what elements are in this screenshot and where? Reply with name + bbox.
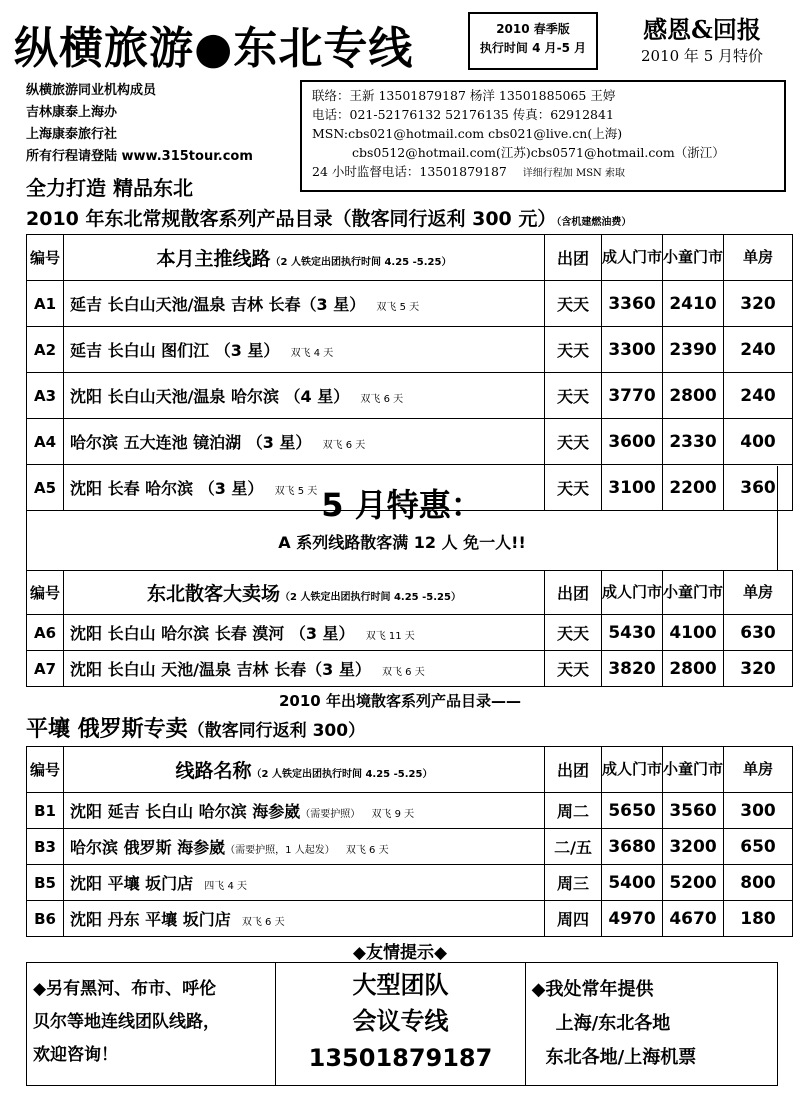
row-adult-price: 5430 [608, 622, 656, 643]
col-route [64, 235, 545, 281]
row-route: 哈尔滨 俄罗斯 海参崴 [70, 838, 226, 857]
cell-route [64, 373, 545, 419]
cell-departure [545, 615, 602, 651]
cell-departure [545, 865, 602, 901]
cell-code [27, 373, 64, 419]
route-header-label: 东北散客大卖场 [147, 583, 281, 605]
cell-adult [602, 327, 663, 373]
cell-child [663, 615, 724, 651]
row-departure: 周二 [556, 802, 589, 821]
promo-box [26, 466, 778, 570]
cell-child [663, 281, 724, 327]
row-route: 沈阳 长白山 天池/温泉 吉林 长春（3 星） [70, 660, 371, 679]
table-row [27, 829, 793, 865]
table-header [27, 747, 793, 793]
row-code: A6 [33, 623, 57, 642]
cell-code [27, 793, 64, 829]
col-adult: 成人门市 [602, 235, 663, 281]
row-code: B5 [34, 873, 56, 892]
row-duration: 双飞 6 天 [360, 394, 404, 405]
col-departure: 出团 [545, 235, 602, 281]
row-route: 延吉 长白山 图们江 （3 星） [70, 341, 280, 360]
row-code: B6 [34, 909, 56, 928]
row-adult-price: 5650 [608, 800, 656, 821]
row-single-price: 630 [740, 622, 776, 643]
table-row [27, 281, 793, 327]
cell-child [663, 419, 724, 465]
cell-single [724, 281, 793, 327]
route-header-label: 线路名称 [175, 760, 252, 782]
col-code: 编号 [27, 571, 64, 615]
col-adult: 成人门市 [602, 571, 663, 615]
row-single-price: 180 [740, 908, 776, 929]
row-departure: 天天 [556, 624, 589, 643]
cell-adult [602, 651, 663, 687]
cell-code [27, 281, 64, 327]
row-code: A2 [33, 340, 57, 359]
cell-single [724, 865, 793, 901]
cell-adult [602, 901, 663, 937]
cell-departure [545, 651, 602, 687]
table-row [27, 901, 793, 937]
row-code: B1 [34, 801, 56, 820]
row-route: 延吉 长白山天池/温泉 吉林 长春（3 星） [70, 295, 366, 314]
cell-route [64, 829, 545, 865]
cell-departure [545, 327, 602, 373]
cell-departure [545, 419, 602, 465]
cell-adult [602, 615, 663, 651]
cell-single [724, 419, 793, 465]
row-route: 沈阳 平壤 坂门店 [70, 874, 194, 893]
catalog-heading [26, 204, 631, 231]
row-route: 沈阳 长春 哈尔滨 （3 星） [70, 479, 264, 498]
tips-mid-line-2: 会议专线 [352, 1007, 449, 1035]
row-route: 沈阳 延吉 长白山 哈尔滨 海参崴 [70, 802, 301, 821]
row-single-price: 240 [740, 385, 776, 406]
cell-route [64, 651, 545, 687]
contact-msn-2: cbs0512@hotmail.com(江苏)cbs0571@hotmail.com（浙江） [352, 145, 725, 160]
row-departure: 周三 [556, 874, 589, 893]
row-duration: 双飞 6 天 [322, 440, 366, 451]
table-body [27, 615, 793, 687]
row-route-remark: （需要护照） [300, 809, 361, 820]
row-adult-price: 3820 [608, 658, 656, 679]
cell-code [27, 615, 64, 651]
row-route: 沈阳 丹东 平壤 坂门店 [70, 910, 231, 929]
contact-box [300, 80, 786, 192]
tips-left-line-3: 欢迎咨询！ [33, 1045, 118, 1065]
cell-code [27, 327, 64, 373]
cell-adult [602, 793, 663, 829]
tips-right-line-3: 东北各地/上海机票 [545, 1047, 697, 1068]
row-child-price: 2410 [669, 293, 717, 314]
col-departure: 出团 [545, 747, 602, 793]
col-child: 小童门市 [663, 571, 724, 615]
cell-child [663, 793, 724, 829]
row-departure: 天天 [556, 479, 589, 498]
agency-line-1: 纵横旅游同业机构成员 [26, 83, 157, 98]
korea-subtitle: （散客同行返利 300） [187, 721, 366, 741]
cell-adult [602, 281, 663, 327]
cell-single [724, 327, 793, 373]
row-child-price: 4100 [669, 622, 717, 643]
contact-msn-1: MSN:cbs021@hotmail.com cbs021@live.cn(上海) [312, 126, 623, 141]
tips-middle [276, 963, 525, 1085]
route-header-label: 本月主推线路 [156, 248, 271, 270]
cell-single [724, 651, 793, 687]
tips-left-line-2: 贝尔等地连线团队线路， [33, 1012, 220, 1032]
col-adult: 成人门市 [602, 747, 663, 793]
cell-route [64, 615, 545, 651]
row-child-price: 2200 [669, 477, 717, 498]
row-code: B3 [34, 837, 56, 856]
cell-adult [602, 865, 663, 901]
cell-child [663, 327, 724, 373]
cell-route [64, 419, 545, 465]
cell-route [64, 281, 545, 327]
col-child: 小童门市 [663, 747, 724, 793]
agency-line-3: 上海康泰旅行社 [26, 127, 118, 142]
cell-departure [545, 281, 602, 327]
row-departure: 天天 [556, 295, 589, 314]
row-route: 哈尔滨 五大连池 镜泊湖 （3 星） [70, 433, 312, 452]
contact-hotline: 24 小时监督电话：13501879187 [312, 164, 507, 179]
table-row [27, 865, 793, 901]
row-duration: 双飞 4 天 [290, 348, 334, 359]
table-outbound [26, 746, 793, 937]
cell-departure [545, 901, 602, 937]
row-code: A3 [33, 386, 57, 405]
table-body [27, 793, 793, 937]
cell-child [663, 865, 724, 901]
cell-adult [602, 829, 663, 865]
row-departure: 二/五 [554, 838, 592, 857]
table-row [27, 615, 793, 651]
row-code: A5 [33, 478, 57, 497]
tips-left-line-1: ◆另有黑河、布市、呼伦 [33, 979, 217, 999]
col-single: 单房 [724, 235, 793, 281]
row-departure: 天天 [556, 341, 589, 360]
row-route: 沈阳 长白山 哈尔滨 长春 漠河 （3 星） [70, 624, 355, 643]
row-duration: 双飞 9 天 [371, 809, 415, 820]
col-route [64, 747, 545, 793]
row-departure: 天天 [556, 387, 589, 406]
cell-single [724, 615, 793, 651]
row-child-price: 2330 [669, 431, 717, 452]
row-departure: 周四 [556, 910, 589, 929]
contact-hotline-note: 详细行程加 MSN 索取 [522, 168, 625, 179]
cell-single [724, 793, 793, 829]
row-duration: 四飞 4 天 [204, 881, 248, 892]
row-adult-price: 3300 [608, 339, 656, 360]
row-child-price: 3200 [669, 836, 717, 857]
table-domestic-sale [26, 570, 793, 687]
cell-departure [545, 373, 602, 419]
catalog-title: 2010 年东北常规散客系列产品目录（散客同行返利 300 元） [26, 208, 557, 230]
row-duration: 双飞 6 天 [381, 667, 425, 678]
row-single-price: 360 [740, 477, 776, 498]
cell-child [663, 829, 724, 865]
cell-child [663, 901, 724, 937]
col-code: 编号 [27, 235, 64, 281]
cell-code [27, 829, 64, 865]
col-single: 单房 [724, 747, 793, 793]
route-header-note: （2 人铁定出团执行时间 4.25 -5.25） [251, 769, 433, 780]
row-adult-price: 3100 [608, 477, 656, 498]
edition-period: 执行时间 4 月-5 月 [479, 41, 587, 55]
cell-route [64, 901, 545, 937]
cell-route [64, 327, 545, 373]
promo-text: A 系列线路散客满 12 人 免一人!! [278, 533, 526, 552]
cell-single [724, 829, 793, 865]
col-single: 单房 [724, 571, 793, 615]
agency-info [26, 80, 253, 168]
cell-route [64, 793, 545, 829]
page-title: 纵横旅游●东北专线 [14, 23, 414, 74]
row-single-price: 650 [740, 836, 776, 857]
agency-website: 所有行程请登陆 www.315tour.com [26, 149, 253, 164]
row-single-price: 320 [740, 658, 776, 679]
thanks-block [612, 10, 792, 66]
row-duration: 双飞 5 天 [274, 486, 318, 497]
cell-adult [602, 373, 663, 419]
row-child-price: 2800 [669, 658, 717, 679]
row-adult-price: 3770 [608, 385, 656, 406]
col-child: 小童门市 [663, 235, 724, 281]
table-row [27, 793, 793, 829]
cell-departure [545, 793, 602, 829]
tips-right-line-2: 上海/东北各地 [555, 1013, 671, 1034]
row-route-remark: （需要护照，1 人起发） [225, 845, 335, 856]
tips-left [27, 963, 276, 1085]
row-adult-price: 3680 [608, 836, 656, 857]
cell-departure [545, 829, 602, 865]
edition-box [468, 12, 598, 70]
cell-code [27, 419, 64, 465]
row-adult-price: 3600 [608, 431, 656, 452]
thanks-subtitle: 2010 年 5 月特价 [640, 47, 764, 65]
contact-phones: 电话：021-52176132 52176135 传真：62912841 [312, 107, 614, 122]
row-departure: 天天 [556, 660, 589, 679]
agency-line-2: 吉林康泰上海办 [26, 105, 118, 120]
cell-child [663, 373, 724, 419]
row-code: A1 [33, 294, 57, 313]
row-duration: 双飞 6 天 [241, 917, 285, 928]
row-child-price: 2800 [669, 385, 717, 406]
row-single-price: 400 [740, 431, 776, 452]
slogan: 全力打造 精品东北 [26, 176, 193, 200]
korea-title: 平壤 俄罗斯专卖 [26, 717, 188, 742]
cell-route [64, 865, 545, 901]
row-route: 沈阳 长白山天池/温泉 哈尔滨 （4 星） [70, 387, 350, 406]
row-single-price: 240 [740, 339, 776, 360]
row-code: A4 [33, 432, 57, 451]
cell-adult [602, 419, 663, 465]
row-departure: 天天 [556, 433, 589, 452]
cell-single [724, 373, 793, 419]
row-duration: 双飞 5 天 [376, 302, 420, 313]
row-child-price: 5200 [669, 872, 717, 893]
table-row [27, 651, 793, 687]
table-row [27, 373, 793, 419]
thanks-title: 感恩&回报 [643, 15, 761, 44]
cell-single [724, 901, 793, 937]
catalog-note: （含机建燃油费） [556, 217, 632, 228]
route-header-note: （2 人铁定出团执行时间 4.25 -5.25） [280, 592, 461, 603]
row-code: A7 [33, 659, 57, 678]
row-adult-price: 3360 [608, 293, 656, 314]
row-duration: 双飞 6 天 [345, 845, 389, 856]
col-departure: 出团 [545, 571, 602, 615]
tips-box [26, 962, 778, 1086]
table-row [27, 327, 793, 373]
table-header [27, 571, 793, 615]
cell-child [663, 651, 724, 687]
col-route [64, 571, 545, 615]
tips-right [526, 963, 777, 1085]
row-child-price: 3560 [669, 800, 717, 821]
row-child-price: 4670 [669, 908, 717, 929]
edition-label: 2010 春季版 [496, 22, 570, 36]
table-row [27, 419, 793, 465]
table-header [27, 235, 793, 281]
cell-code [27, 865, 64, 901]
korea-heading [26, 712, 365, 743]
row-adult-price: 4970 [608, 908, 656, 929]
row-single-price: 800 [740, 872, 776, 893]
row-single-price: 300 [740, 800, 776, 821]
tips-right-line-1: ◆我处常年提供 [531, 979, 654, 1000]
cell-code [27, 651, 64, 687]
cell-code [27, 901, 64, 937]
promo-title: 5 月特惠： [321, 486, 483, 524]
row-adult-price: 5400 [608, 872, 656, 893]
row-single-price: 320 [740, 293, 776, 314]
tips-mid-line-1: 大型团队 [352, 971, 449, 999]
row-child-price: 2390 [669, 339, 717, 360]
contact-hotline-row [312, 162, 784, 183]
route-header-note: （2 人铁定出团执行时间 4.25 -5.25） [270, 257, 452, 268]
col-code: 编号 [27, 747, 64, 793]
tips-phone: 13501879187 [308, 1044, 493, 1072]
contact-names: 联络：王新 13501879187 杨洋 13501885065 王婷 [312, 88, 616, 103]
row-duration: 双飞 11 天 [365, 631, 415, 642]
outbound-heading: 2010 年出境散客系列产品目录—— [279, 692, 521, 710]
tips-heading: ◆友情提示◆ [352, 943, 448, 963]
